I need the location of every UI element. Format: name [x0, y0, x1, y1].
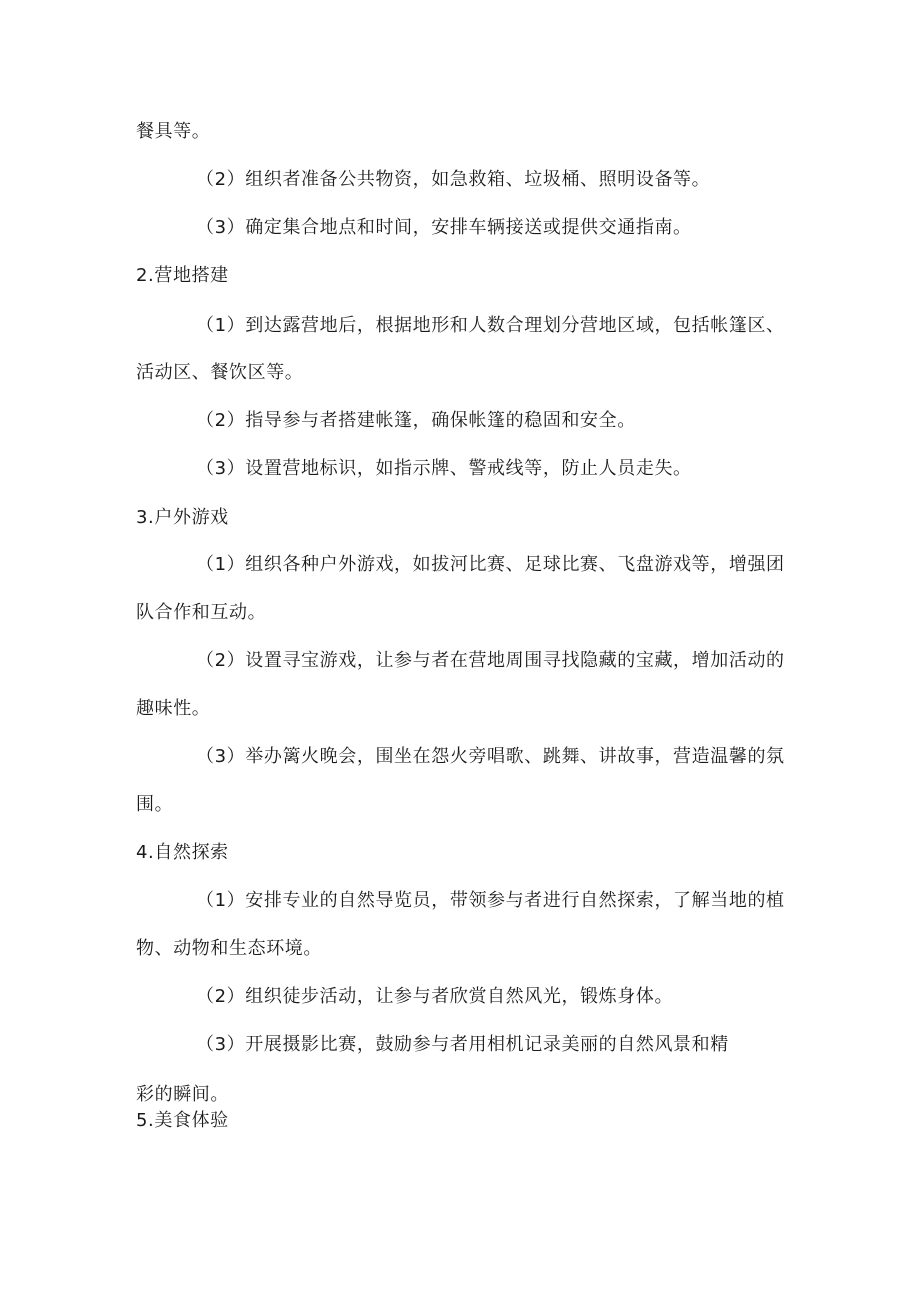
section-heading: 4.自然探索 [136, 842, 229, 863]
paragraph-continuation: 围。 [136, 794, 174, 815]
section-heading: 5.美食体验 [136, 1110, 229, 1131]
paragraph-continuation: 彩的瞬间。 [136, 1084, 229, 1105]
list-item: （3）设置营地标识，如指示牌、警戒线等，防止人员走失。 [196, 458, 692, 479]
section-heading: 2.营地搭建 [136, 265, 229, 286]
paragraph-continuation: 队合作和互动。 [136, 602, 267, 623]
paragraph-continuation: 物、动物和生态环境。 [136, 938, 322, 959]
section-heading: 3.户外游戏 [136, 507, 229, 528]
list-item: （1）组织各种户外游戏，如拔河比赛、足球比赛、飞盘游戏等，增强团 [196, 554, 785, 575]
list-item: （2）组织者准备公共物资，如急救箱、垃圾桶、照明设备等。 [196, 169, 711, 190]
paragraph-continuation: 餐具等。 [136, 121, 211, 142]
list-item: （1）安排专业的自然导览员，带领参与者进行自然探索，了解当地的植 [196, 890, 785, 911]
list-item: （2）设置寻宝游戏，让参与者在营地周围寻找隐藏的宝藏，增加活动的 [196, 650, 785, 671]
list-item: （3）开展摄影比赛，鼓励参与者用相机记录美丽的自然风景和精 [196, 1034, 729, 1055]
list-item: （3）举办篱火晚会，围坐在怨火旁唱歌、跳舞、讲故事，营造温馨的氛 [196, 746, 785, 767]
list-item: （2）组织徒步活动，让参与者欣赏自然风光，锻炼身体。 [196, 986, 674, 1007]
list-item: （1）到达露营地后，根据地形和人数合理划分营地区域，包括帐篷区、 [196, 315, 785, 336]
list-item: （3）确定集合地点和时间，安排车辆接送或提供交通指南。 [196, 217, 692, 238]
list-item: （2）指导参与者搭建帐篷，确保帐篷的稳固和安全。 [196, 410, 636, 431]
paragraph-continuation: 趣味性。 [136, 698, 211, 719]
paragraph-continuation: 活动区、餐饮区等。 [136, 362, 304, 383]
